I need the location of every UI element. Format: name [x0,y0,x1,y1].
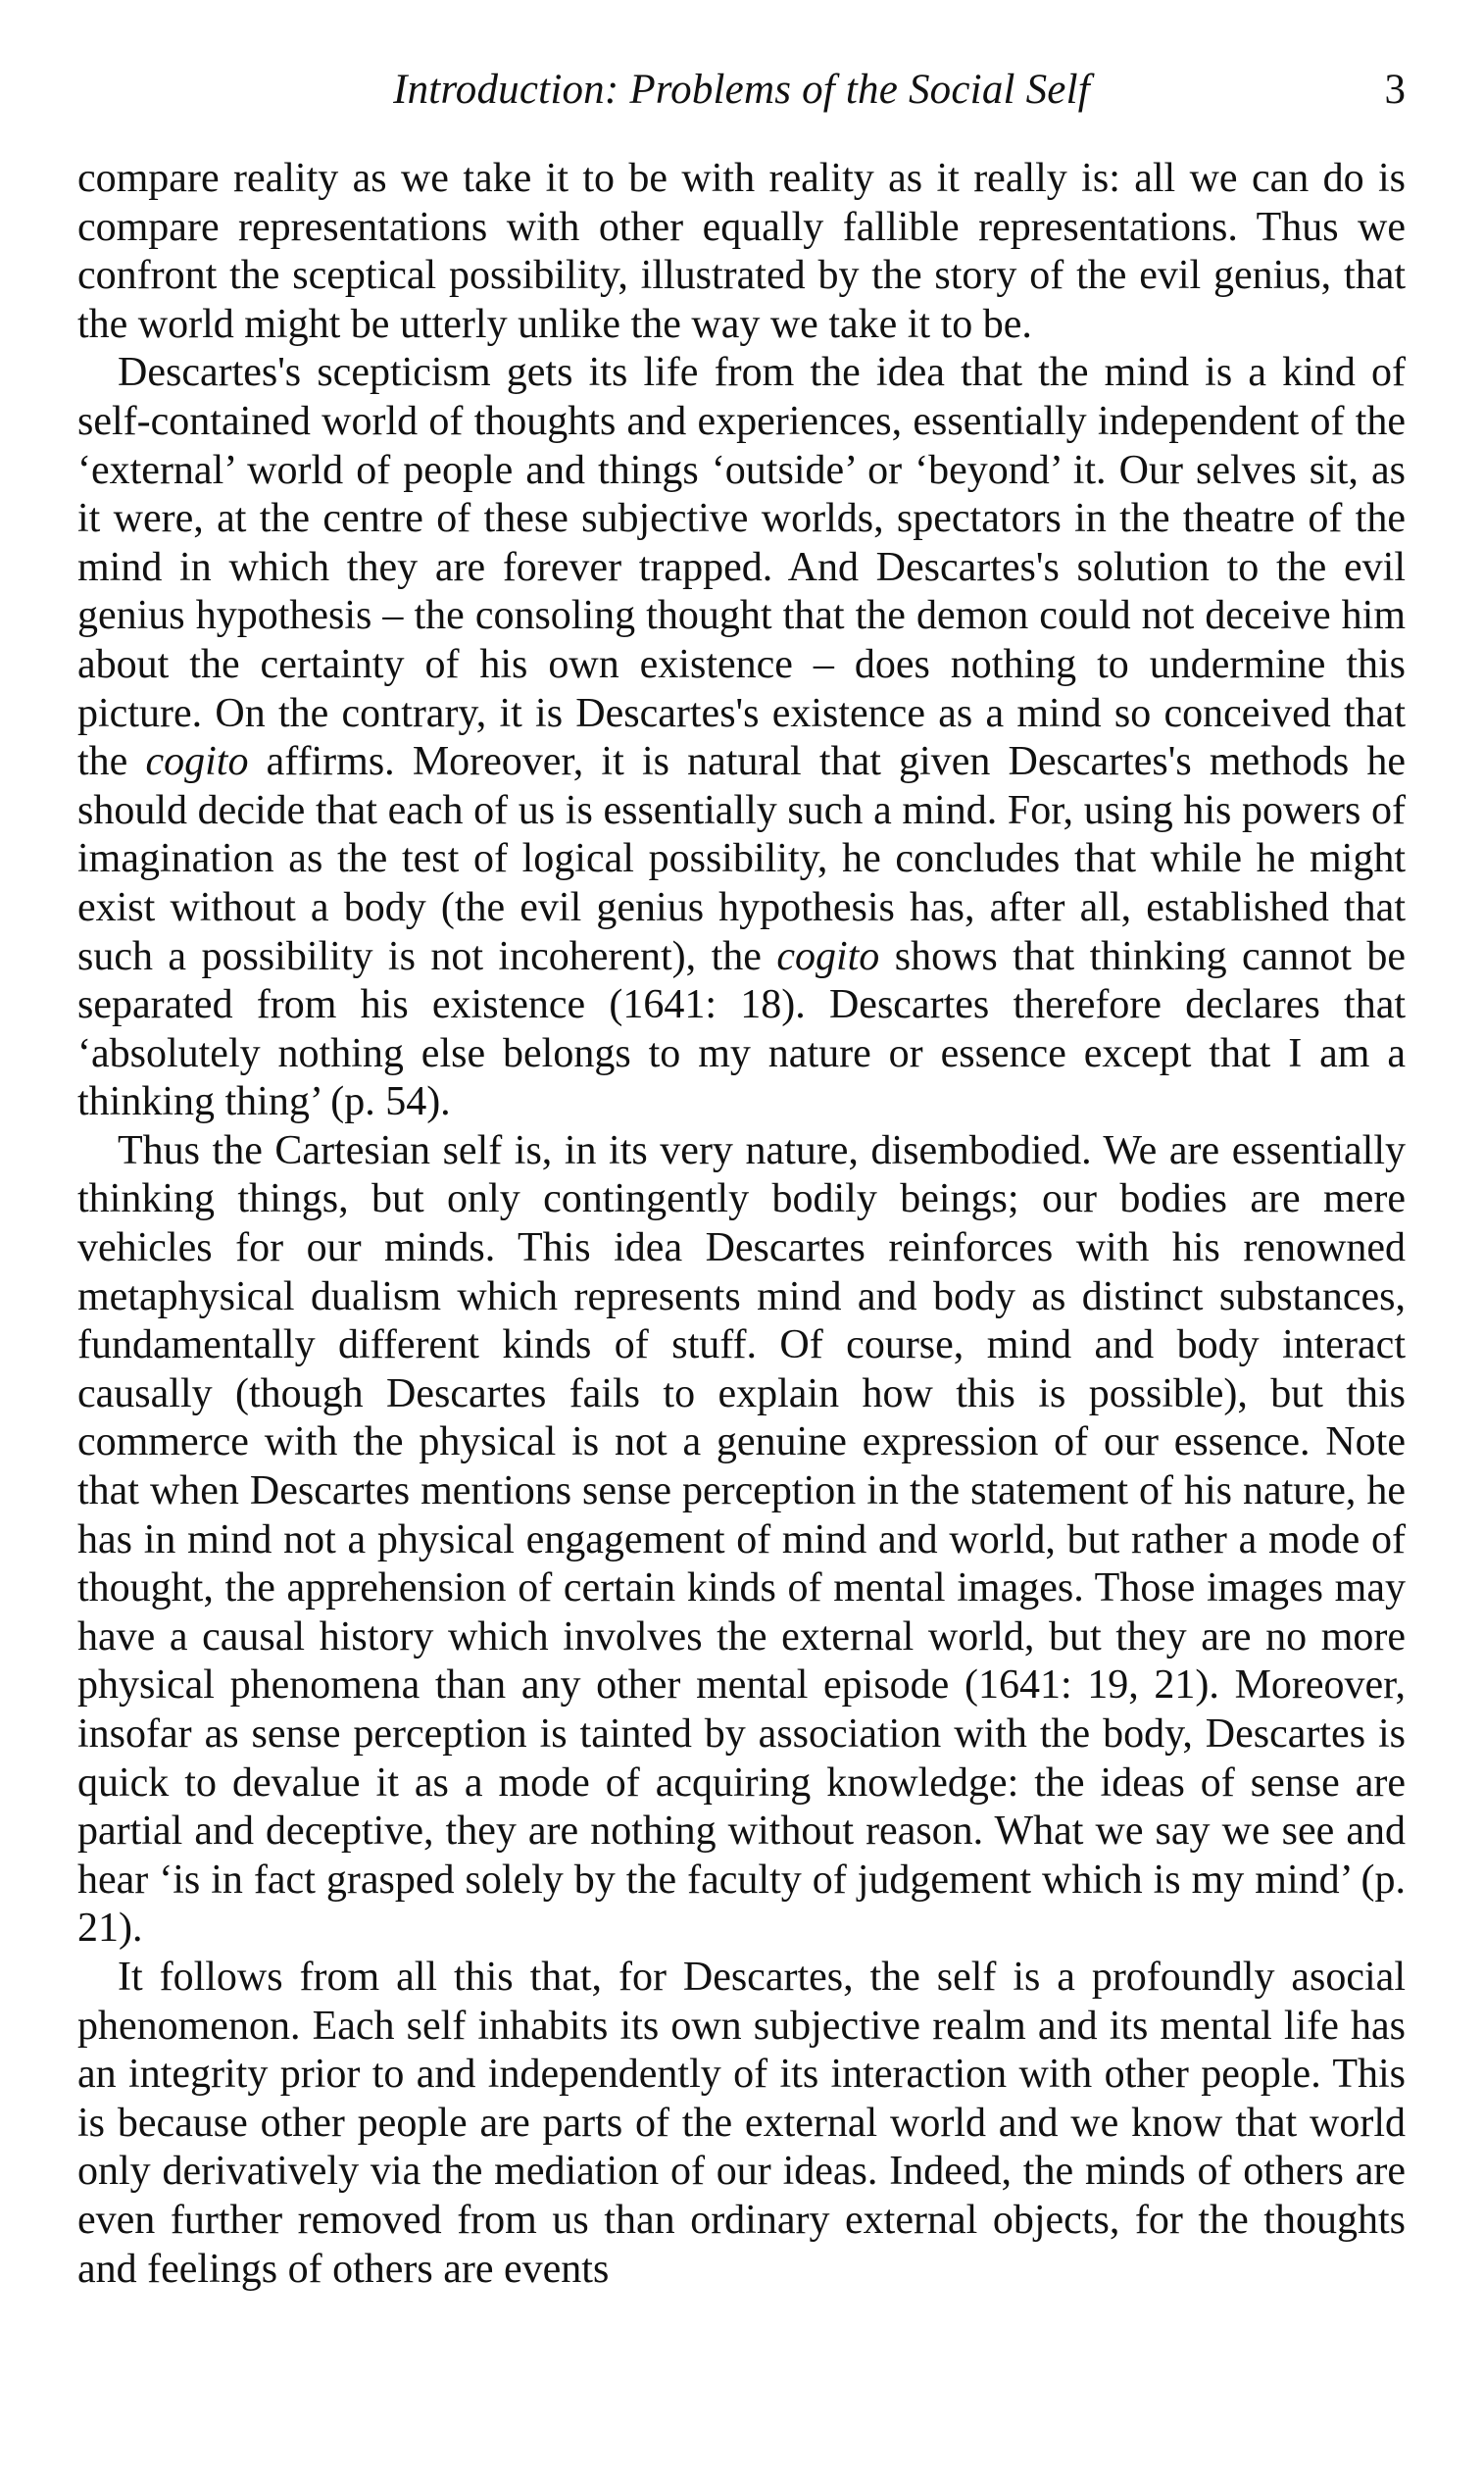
italic-term: cogito [776,933,880,979]
paragraph [77,1127,1406,1954]
text-run: affirms. Moreover, it is natural that given Descartes's methods he should decide that each of us is essentially such a mind. For, using his powers of imagination as the test of logical possibility, he concludes that while he might exist without a body (the evil genius hypothesis has, after all, established that such a possibility is not incoherent), the [77,739,1406,979]
running-title: Introduction: Problems of the Social Self [393,67,1090,113]
italic-term: cogito [145,739,249,785]
text-run: Descartes's scepticism gets its life from the idea that the mind is a kind of self-contained world of thoughts and experiences, essentially independent of the ‘external’ world of people and things ‘outside’ or ‘beyond’ it. Our selves sit, as it were, at the centre of these subjective worlds, spectators in the theatre of the mind in which they are forever trapped. And Descartes's solution to the evil genius hypothesis – the consoling thought that the demon could not deceive him about the certainty of his own existence – does nothing to undermine this picture. On the contrary, it is Descartes's existence as a mind so conceived that the [77,350,1406,785]
paragraph [77,1954,1406,2294]
text-run: Thus the Cartesian self is, in its very nature, disembodied. We are essentially thinking things, but only contingently bodily beings; our bodies are mere vehicles for our minds. This idea Descartes reinforces with his renowned metaphysical dualism which represents mind and body as distinct substances, fundamentally different kinds of stuff. Of course, mind and body interact causally (though Descartes fails to explain how this is possible), but this commerce with the physical is not a genuine expression of our essence. Note that when Descartes mentions sense perception in the statement of his nature, he has in mind not a physical engagement of mind and world, but rather a mode of thought, the apprehension of certain kinds of mental images. Those images may have a causal history which involves the external world, but they are no more physical phenomena than any other mental episode (1641: 19, 21). Moreover, insofar as sense perception is tainted by association with the body, Descartes is quick to devalue it as a mode of acquiring knowledge: the ideas of sense are partial and deceptive, they are nothing without reason. What we say we see and hear ‘is in fact grasped solely by the faculty of judgement which is my mind’ (p. 21). [77,1127,1406,1952]
text-run: compare reality as we take it to be with reality as it really is: all we can do is compare representations with other equally fallible representations. Thus we confront the sceptical possibility, illustrated by the story of the evil genius, that the world might be utterly unlike the way we take it to be. [77,156,1406,347]
text-run: shows that thinking cannot be separated from his existence (1641: 18). Descartes therefore declares that ‘absolutely nothing else belongs to my nature or essence except that I am a thinking thing’ (p. 54). [77,933,1407,1125]
text-run: It follows from all this that, for Descartes, the self is a profoundly asocial phenomenon. Each self inhabits its own subjective realm and its mental life has an integrity prior to and independently of its interaction with other people. This is because other people are parts of the external world and we know that world only derivatively via the mediation of our ideas. Indeed, the minds of others are even further removed from us than ordinary external objects, for the thoughts and feelings of others are events [77,1954,1406,2292]
running-head [77,61,1406,120]
body-text [77,155,1406,2294]
paragraph [77,349,1406,1127]
page-number: 3 [1384,67,1406,113]
paragraph [77,155,1406,349]
